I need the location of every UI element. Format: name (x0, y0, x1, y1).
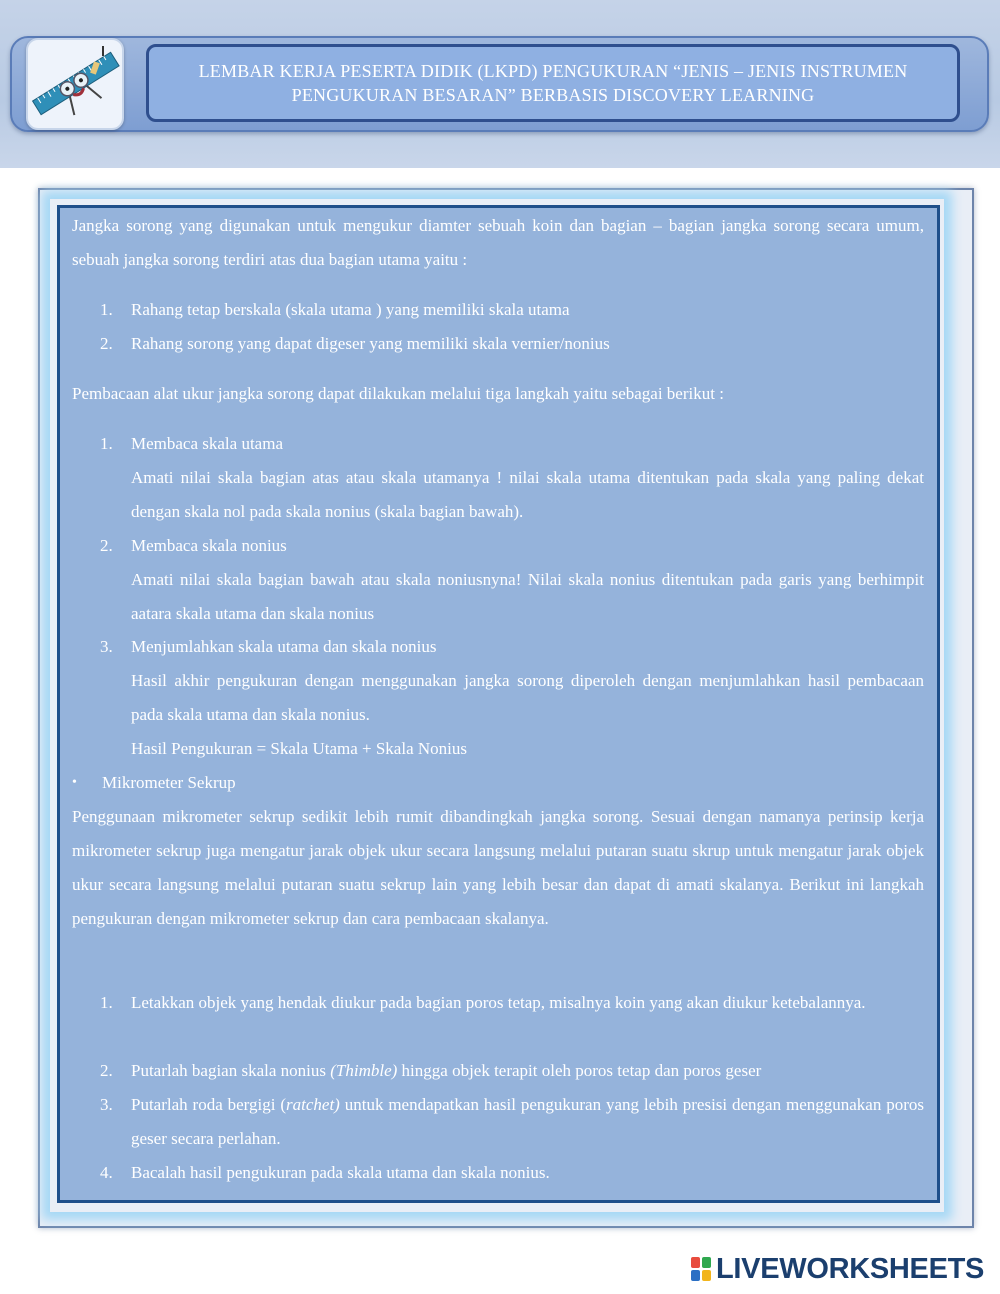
measurement-formula: Hasil Pengukuran = Skala Utama + Skala Nonius (131, 739, 467, 758)
micrometer-heading: Mikrometer Sekrup (102, 773, 236, 792)
logo-square-3 (691, 1270, 700, 1281)
worksheet-title (146, 44, 960, 122)
micro-step-number-3: 3. (100, 1095, 113, 1114)
micro-step-2-pre: Putarlah bagian skala nonius (131, 1061, 331, 1080)
micro-step-number-2: 2. (100, 1061, 113, 1080)
thimble-term: (Thimble) (330, 1061, 398, 1080)
intro-paragraph: Jangka sorong yang digunakan untuk mengukur diamter sebuah koin dan bagian – bagian jangka sorong secara umum, sebuah jangka sorong terdiri atas dua bagian utama yaitu : (72, 216, 924, 269)
step-title-3: Menjumlahkan skala utama dan skala nonius (131, 637, 437, 656)
step-desc-2: Amati nilai skala bagian bawah atau skala noniusnyna! Nilai skala nonius ditentukan pada garis yang berhimpit aatara skala utama dan skala nonius (131, 570, 924, 623)
reading-intro: Pembacaan alat ukur jangka sorong dapat dilakukan melalui tiga langkah yaitu sebagai berikut : (72, 384, 724, 403)
micro-step-2 (131, 1054, 924, 1088)
micro-step-3-pre: Putarlah roda bergigi ( (131, 1095, 287, 1114)
brand-name: LIVEWORKSHEETS (716, 1252, 985, 1285)
part-item-2: Rahang sorong yang dapat digeser yang memiliki skala vernier/nonius (131, 334, 610, 353)
micrometer-paragraph: Penggunaan mikrometer sekrup sedikit lebih rumit dibandingkah jangka sorong. Sesuai dengan namanya perinsip kerja mikrometer sekrup juga mengatur jarak objek ukur secara langsung melalui putaran suatu skrup untuk mengatur jarak objek ukur secara langsung melalui putaran suatu sekrup lain yang lebih besar dan dapat di amati skalanya. Berikut ini langkah pengukuran dengan mikrometer sekrup dan cara pembacaan skalanya. (72, 807, 924, 928)
part-item-1: Rahang tetap berskala (skala utama ) yang memiliki skala utama (131, 300, 570, 319)
liveworksheets-brand[interactable] (690, 1252, 984, 1286)
micro-step-1: Letakkan objek yang hendak diukur pada bagian poros tetap, misalnya koin yang akan diukur ketebalannya. (131, 993, 866, 1012)
caliper-ruler-illustration-icon (28, 40, 122, 128)
step-title-1: Membaca skala utama (131, 434, 283, 453)
ratchet-term: ratchet) (286, 1095, 340, 1114)
micro-step-number-1: 1. (100, 993, 113, 1012)
step-title-2: Membaca skala nonius (131, 536, 287, 555)
micro-step-2-post: hingga objek terapit oleh poros tetap dan poros geser (397, 1061, 762, 1080)
micro-step-number-4: 4. (100, 1163, 113, 1182)
step-number-2: 2. (100, 536, 113, 555)
liveworksheets-logo-icon (690, 1256, 712, 1282)
header-logo (26, 38, 124, 130)
bullet-icon: • (72, 775, 77, 790)
logo-square-4 (702, 1270, 711, 1281)
logo-square-2 (702, 1257, 711, 1268)
step-desc-1: Amati nilai skala bagian atas atau skala utamanya ! nilai skala utama ditentukan pada skala yang paling dekat dengan skala nol pada skala nonius (skala bagian bawah). (131, 468, 924, 521)
micro-step-3-post: untuk mendapatkan hasil pengukuran yang lebih presisi dengan menggunakan poros geser secara perlahan. (131, 1095, 925, 1148)
micro-step-3 (131, 1088, 924, 1156)
step-number-1: 1. (100, 434, 113, 453)
title-line-2: PENGUKURAN BESARAN” BERBASIS DISCOVERY LEARNING (291, 85, 815, 105)
step-number-3: 3. (100, 637, 113, 656)
logo-square-1 (691, 1257, 700, 1268)
title-line-1: LEMBAR KERJA PESERTA DIDIK (LKPD) PENGUKURAN “JENIS – JENIS INSTRUMEN (198, 61, 908, 81)
step-desc-3: Hasil akhir pengukuran dengan menggunakan jangka sorong diperoleh dengan menjumlahkan hasil pembacaan pada skala utama dan skala nonius. (131, 671, 924, 724)
micro-step-4: Bacalah hasil pengukuran pada skala utama dan skala nonius. (131, 1163, 550, 1182)
part-number-2: 2. (100, 334, 113, 353)
part-number-1: 1. (100, 300, 113, 319)
